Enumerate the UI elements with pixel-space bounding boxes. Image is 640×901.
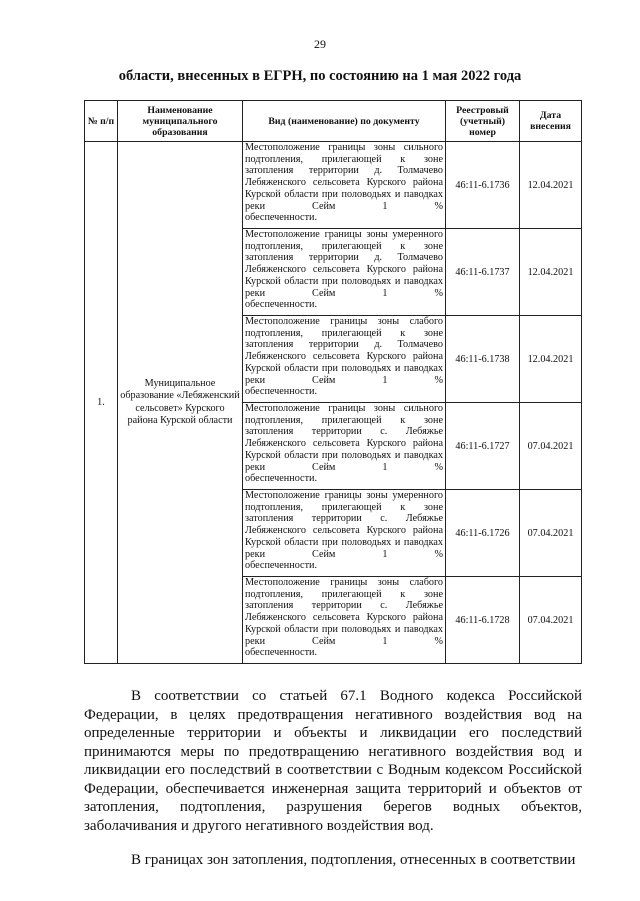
body-paragraph-1: В соответствии со статьей 67.1 Водного кодекса Российской Федерации, в целях предотвращения негативного воздействия вод на определенные территории и объекты и ликвидации его последствий принимаются меры по предотвращению негативного воздействия вод и ликвидации его последствий в соответствии с Водным кодексом Российской Федерации, обеспечивается инженерная защита территорий и объектов от затопления, подтопления, разрушения берегов водных объектов, заболачивания и другого негативного воздействия вод.	[84, 688, 582, 834]
registry-number-cell: 46:11-6.1726	[446, 490, 520, 577]
description-tail: обеспеченности.	[245, 386, 318, 398]
registry-table	[84, 100, 582, 664]
date-cell: 12.04.2021	[520, 142, 582, 229]
header-kind: Вид (наименование) по документу	[243, 101, 446, 142]
description-cell	[243, 142, 446, 229]
registry-number-cell: 46:11-6.1738	[446, 316, 520, 403]
registry-number-cell: 46:11-6.1728	[446, 577, 520, 664]
description-tail: обеспеченности.	[245, 299, 318, 311]
description-cell	[243, 490, 446, 577]
header-date: Дата внесения	[520, 101, 582, 142]
description-tail: обеспеченности.	[245, 212, 318, 224]
municipality-cell: Муниципальное образование «Лебяженский сельсовет» Курского района Курской области	[118, 142, 243, 664]
description-cell	[243, 403, 446, 490]
table-row	[85, 142, 582, 229]
body-paragraph-2: В границах зон затопления, подтопления, отнесенных в соответствии	[131, 852, 576, 868]
registry-number-cell: 46:11-6.1727	[446, 403, 520, 490]
date-cell: 07.04.2021	[520, 403, 582, 490]
description-cell	[243, 316, 446, 403]
description-text: Местоположение границы зоны сильного подтопления, прилегающей к зоне затопления территории с. Лебяжье Лебяженского сельсовета Курского района Курской области при половодьях и паводках реки Сейм 1 %	[245, 403, 443, 473]
date-cell: 12.04.2021	[520, 316, 582, 403]
description-text: Местоположение границы зоны сильного подтопления, прилегающей к зоне затопления территории д. Толмачево Лебяженского сельсовета Курского района Курской области при половодьях и паводках реки Сейм 1 %	[245, 142, 443, 212]
description-tail: обеспеченности.	[245, 473, 318, 485]
description-tail: обеспеченности.	[245, 560, 318, 572]
date-cell: 07.04.2021	[520, 577, 582, 664]
description-text: Местоположение границы зоны слабого подтопления, прилегающей к зоне затопления территории д. Толмачево Лебяженского сельсовета Курского района Курской области при половодьях и паводках реки Сейм 1 %	[245, 316, 443, 386]
table-header-row	[85, 101, 582, 142]
header-num: № п/п	[85, 101, 118, 142]
page-number: 29	[314, 37, 326, 51]
description-text: Местоположение границы зоны умеренного подтопления, прилегающей к зоне затопления территории с. Лебяжье Лебяженского сельсовета Курского района Курской области при половодьях и паводках реки Сейм 1 %	[245, 490, 443, 560]
date-cell: 07.04.2021	[520, 490, 582, 577]
registry-number-cell: 46:11-6.1736	[446, 142, 520, 229]
header-registry-number: Реестровый (учетный) номер	[446, 101, 520, 142]
registry-number-cell: 46:11-6.1737	[446, 229, 520, 316]
date-cell: 12.04.2021	[520, 229, 582, 316]
header-municipality: Наименование муниципального образования	[118, 101, 243, 142]
description-tail: обеспеченности.	[245, 647, 318, 659]
page-title: области, внесенных в ЕГРН, по состоянию на 1 мая 2022 года	[118, 68, 522, 84]
row-number-cell: 1.	[85, 142, 118, 664]
description-text: Местоположение границы зоны умеренного подтопления, прилегающей к зоне затопления территории д. Толмачево Лебяженского сельсовета Курского района Курской области при половодьях и паводках реки Сейм 1 %	[245, 229, 443, 299]
description-text: Местоположение границы зоны слабого подтопления, прилегающей к зоне затопления территории с. Лебяжье Лебяженского сельсовета Курского района Курской области при половодьях и паводках реки Сейм 1 %	[245, 577, 443, 647]
description-cell	[243, 229, 446, 316]
description-cell	[243, 577, 446, 664]
